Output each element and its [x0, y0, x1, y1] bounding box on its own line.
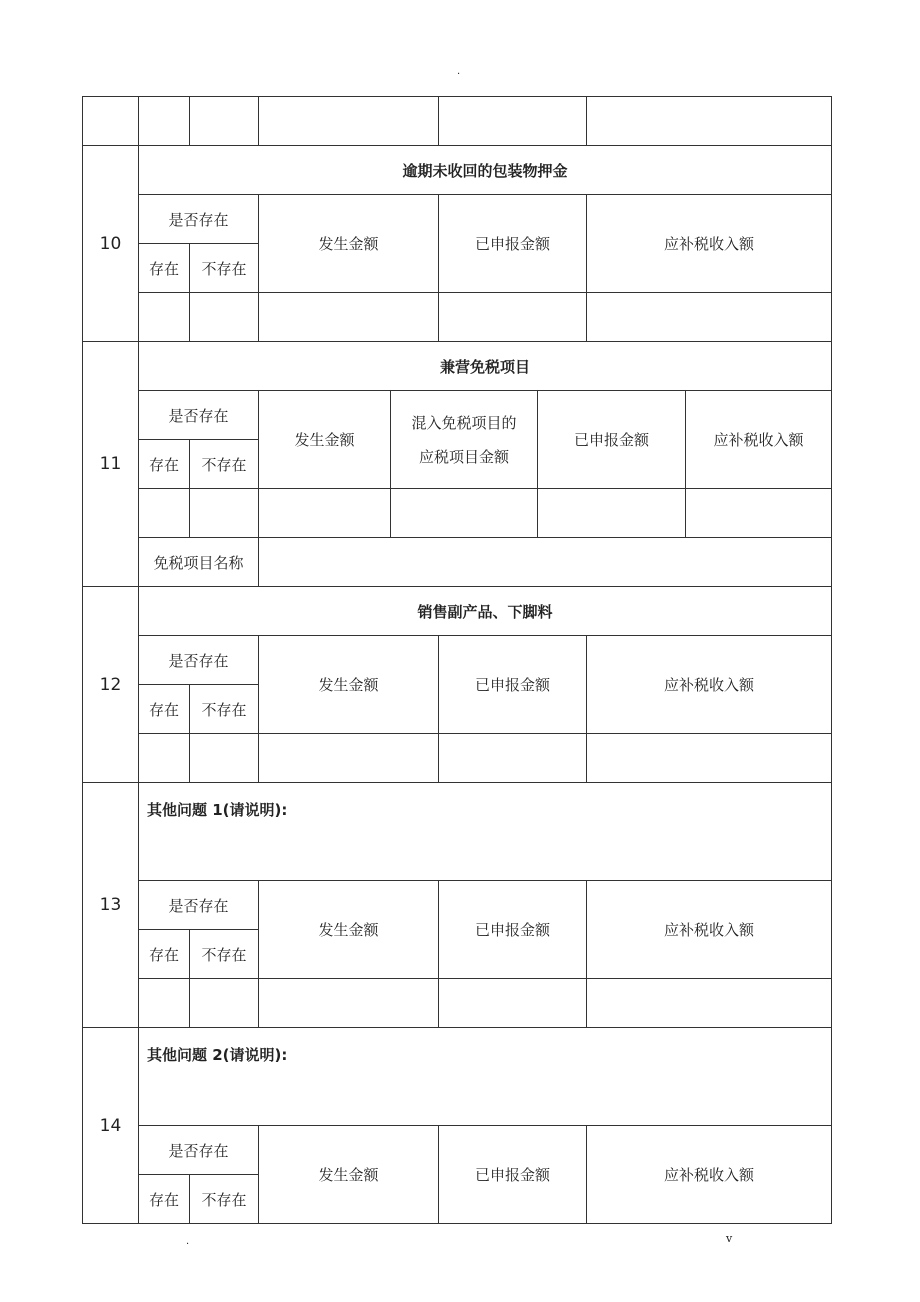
not-exist-label: 不存在	[190, 244, 259, 293]
declared-input-cell[interactable]	[439, 293, 587, 342]
header-mark: .	[457, 66, 461, 77]
table-row	[83, 734, 832, 783]
supplement-input-cell[interactable]	[686, 489, 832, 538]
table-row	[83, 342, 832, 391]
declared-label: 已申报金额	[439, 881, 587, 979]
exist-question-label: 是否存在	[139, 1126, 259, 1175]
section-title: 销售副产品、下脚料	[139, 587, 832, 636]
amount-input-cell[interactable]	[259, 489, 391, 538]
declared-label: 已申报金额	[439, 636, 587, 734]
exist-input-cell[interactable]	[139, 734, 190, 783]
supplement-label: 应补税收入额	[587, 881, 832, 979]
declared-label: 已申报金额	[538, 391, 686, 489]
amount-label: 发生金额	[259, 195, 439, 293]
amount-label: 发生金额	[259, 1126, 439, 1224]
exist-input-cell[interactable]	[139, 293, 190, 342]
footer-right-mark: v	[726, 1232, 733, 1245]
exist-question-label: 是否存在	[139, 391, 259, 440]
exist-label: 存在	[139, 440, 190, 489]
table-row	[83, 391, 832, 440]
row-number: 10	[83, 146, 139, 342]
table-row	[83, 587, 832, 636]
table-row	[83, 97, 832, 146]
table-row	[83, 146, 832, 195]
amount-label: 发生金额	[259, 636, 439, 734]
supplement-label: 应补税收入额	[587, 195, 832, 293]
mixed-amount-line2: 应税项目金额	[418, 447, 509, 466]
declared-label: 已申报金额	[439, 1126, 587, 1224]
table-row	[83, 538, 832, 587]
not-exist-label: 不存在	[190, 930, 259, 979]
exist-label: 存在	[139, 930, 190, 979]
amount-input-cell[interactable]	[259, 734, 439, 783]
other-issue-description[interactable]: 其他问题 2(请说明):	[139, 1028, 832, 1126]
row-number: 13	[83, 783, 139, 1028]
declared-input-cell[interactable]	[439, 734, 587, 783]
table-row	[83, 783, 832, 881]
table-row	[83, 979, 832, 1028]
table-row	[83, 1126, 832, 1175]
exist-question-label: 是否存在	[139, 881, 259, 930]
supplement-input-cell[interactable]	[587, 293, 832, 342]
empty-cell[interactable]	[83, 97, 139, 146]
exempt-name-label: 免税项目名称	[139, 538, 259, 587]
exist-label: 存在	[139, 1175, 190, 1224]
table-row	[83, 636, 832, 685]
amount-input-cell[interactable]	[259, 293, 439, 342]
declared-input-cell[interactable]	[538, 489, 686, 538]
not-exist-label: 不存在	[190, 685, 259, 734]
tax-check-table	[82, 96, 832, 1224]
not-exist-label: 不存在	[190, 1175, 259, 1224]
supplement-label: 应补税收入额	[587, 1126, 832, 1224]
table-row	[83, 293, 832, 342]
amount-input-cell[interactable]	[259, 979, 439, 1028]
table-row	[83, 195, 832, 244]
exist-input-cell[interactable]	[139, 489, 190, 538]
mixed-amount-label	[391, 391, 538, 489]
empty-cell[interactable]	[587, 97, 832, 146]
other-issue-description[interactable]: 其他问题 1(请说明):	[139, 783, 832, 881]
exempt-name-input-cell[interactable]	[259, 538, 832, 587]
not-exist-label: 不存在	[190, 440, 259, 489]
footer-left-mark: .	[186, 1236, 190, 1247]
table-row	[83, 881, 832, 930]
table-row	[83, 489, 832, 538]
empty-cell[interactable]	[259, 97, 439, 146]
section-title: 逾期未收回的包装物押金	[139, 146, 832, 195]
not-exist-input-cell[interactable]	[190, 489, 259, 538]
empty-cell[interactable]	[190, 97, 259, 146]
row-number: 11	[83, 342, 139, 587]
supplement-label: 应补税收入额	[686, 391, 832, 489]
declared-input-cell[interactable]	[439, 979, 587, 1028]
row-number: 14	[83, 1028, 139, 1224]
row-number: 12	[83, 587, 139, 783]
exist-label: 存在	[139, 244, 190, 293]
supplement-input-cell[interactable]	[587, 979, 832, 1028]
amount-label: 发生金额	[259, 881, 439, 979]
table-row	[83, 1028, 832, 1126]
not-exist-input-cell[interactable]	[190, 734, 259, 783]
exist-question-label: 是否存在	[139, 636, 259, 685]
declared-label: 已申报金额	[439, 195, 587, 293]
exist-input-cell[interactable]	[139, 979, 190, 1028]
mixed-amount-input-cell[interactable]	[391, 489, 538, 538]
amount-label: 发生金额	[259, 391, 391, 489]
supplement-label: 应补税收入额	[587, 636, 832, 734]
empty-cell[interactable]	[139, 97, 190, 146]
empty-cell[interactable]	[439, 97, 587, 146]
not-exist-input-cell[interactable]	[190, 293, 259, 342]
exist-label: 存在	[139, 685, 190, 734]
not-exist-input-cell[interactable]	[190, 979, 259, 1028]
exist-question-label: 是否存在	[139, 195, 259, 244]
section-title: 兼营免税项目	[139, 342, 832, 391]
mixed-amount-line1: 混入免税项目的	[411, 413, 517, 432]
supplement-input-cell[interactable]	[587, 734, 832, 783]
